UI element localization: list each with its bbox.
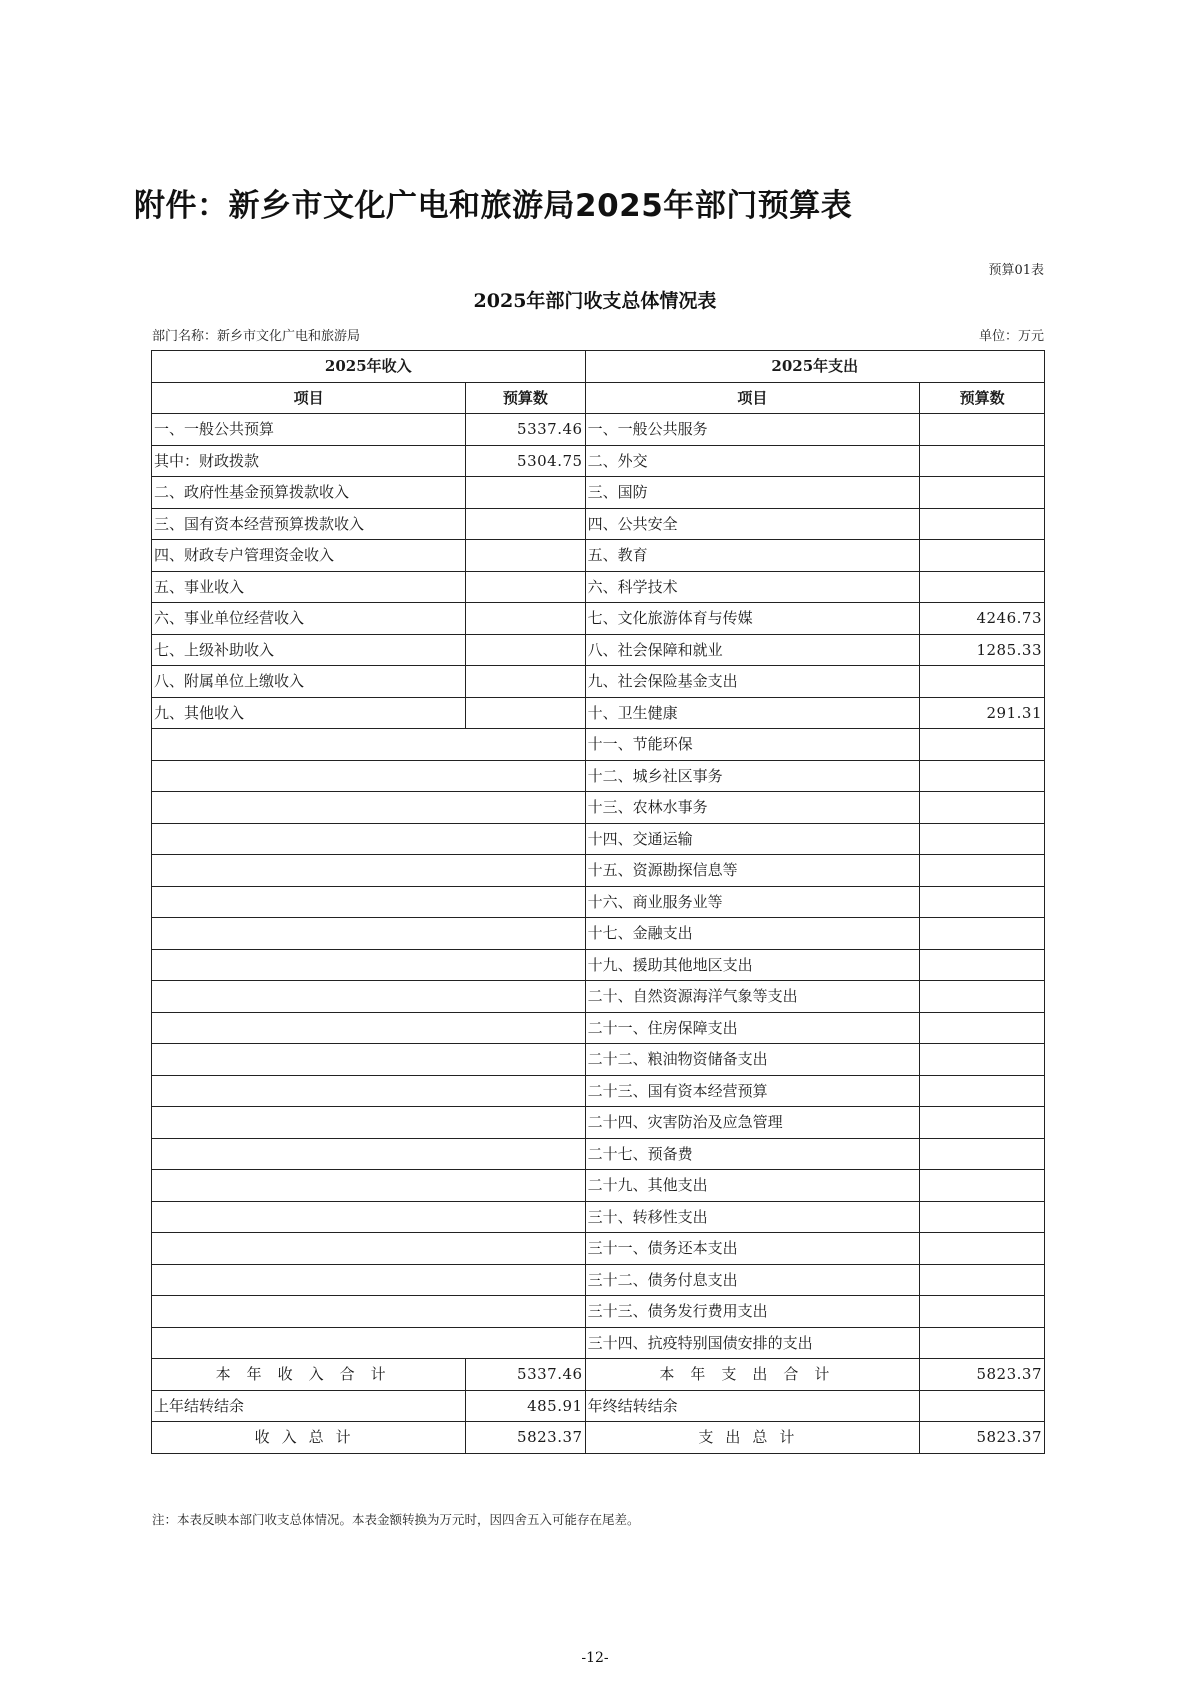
table-row [152, 760, 1045, 792]
income-empty-cell [152, 1044, 586, 1076]
table-row [152, 634, 1045, 666]
expense-amount [920, 445, 1045, 477]
income-amount: 5337.46 [466, 414, 585, 446]
income-item: 七、上级补助收入 [152, 634, 466, 666]
page-number: -12- [581, 1650, 609, 1666]
income-amount [466, 666, 585, 698]
expense-item: 五、教育 [585, 540, 920, 572]
table-row [152, 603, 1045, 635]
meta-row [152, 325, 1044, 344]
income-item: 其中：财政拨款 [152, 445, 466, 477]
income-empty-cell [152, 855, 586, 887]
income-item: 二、政府性基金预算拨款收入 [152, 477, 466, 509]
table-row [152, 445, 1045, 477]
income-group-header: 2025年收入 [152, 351, 586, 383]
expense-amount [920, 823, 1045, 855]
income-empty-cell [152, 949, 586, 981]
expense-amount [920, 1170, 1045, 1202]
income-item: 四、财政专户管理资金收入 [152, 540, 466, 572]
expense-amount [920, 1201, 1045, 1233]
table-row [152, 981, 1045, 1013]
expense-group-header: 2025年支出 [585, 351, 1044, 383]
expense-amount [920, 1296, 1045, 1328]
carry-over-row [152, 1390, 1045, 1422]
expense-item: 二十一、住房保障支出 [585, 1012, 920, 1044]
table-row [152, 540, 1045, 572]
expense-item: 十三、农林水事务 [585, 792, 920, 824]
expense-amount [920, 981, 1045, 1013]
expense-budget-header: 预算数 [920, 382, 1045, 414]
expense-item: 二、外交 [585, 445, 920, 477]
expense-item: 二十、自然资源海洋气象等支出 [585, 981, 920, 1013]
table-row [152, 1327, 1045, 1359]
expense-amount [920, 1264, 1045, 1296]
table-row [152, 1264, 1045, 1296]
table-row [152, 729, 1045, 761]
table-row [152, 886, 1045, 918]
table-title: 2025年部门收支总体情况表 [473, 290, 717, 312]
expense-item: 九、社会保险基金支出 [585, 666, 920, 698]
expense-item: 三十四、抗疫特别国债安排的支出 [585, 1327, 920, 1359]
table-row [152, 1138, 1045, 1170]
expense-item: 十四、交通运输 [585, 823, 920, 855]
income-empty-cell [152, 1264, 586, 1296]
income-empty-cell [152, 1170, 586, 1202]
expense-item: 二十二、粮油物资储备支出 [585, 1044, 920, 1076]
table-row [152, 1170, 1045, 1202]
expense-amount [920, 729, 1045, 761]
income-empty-cell [152, 792, 586, 824]
page-heading: 附件：新乡市文化广电和旅游局2025年部门预算表 [134, 188, 853, 224]
income-empty-cell [152, 886, 586, 918]
income-item: 五、事业收入 [152, 571, 466, 603]
grand-total-row [152, 1422, 1045, 1454]
expense-item: 十、卫生健康 [585, 697, 920, 729]
expense-amount [920, 792, 1045, 824]
income-amount [466, 508, 585, 540]
table-row [152, 949, 1045, 981]
income-amount [466, 540, 585, 572]
expense-item: 三、国防 [585, 477, 920, 509]
expense-item: 七、文化旅游体育与传媒 [585, 603, 920, 635]
expense-item: 十二、城乡社区事务 [585, 760, 920, 792]
expense-item: 一、一般公共服务 [585, 414, 920, 446]
income-amount [466, 603, 585, 635]
table-row [152, 697, 1045, 729]
expense-total-amount: 5823.37 [920, 1422, 1045, 1454]
department-name: 部门名称：新乡市文化广电和旅游局 [152, 329, 361, 344]
table-row [152, 414, 1045, 446]
expense-amount: 4246.73 [920, 603, 1045, 635]
table-row [152, 823, 1045, 855]
expense-amount [920, 477, 1045, 509]
column-header-row [152, 382, 1045, 414]
income-amount [466, 477, 585, 509]
table-row [152, 666, 1045, 698]
income-empty-cell [152, 1201, 586, 1233]
expense-amount [920, 508, 1045, 540]
expense-amount [920, 886, 1045, 918]
income-item: 一、一般公共预算 [152, 414, 466, 446]
expense-amount [920, 1107, 1045, 1139]
expense-item: 三十三、债务发行费用支出 [585, 1296, 920, 1328]
carry-out-amount [920, 1390, 1045, 1422]
table-row [152, 1233, 1045, 1265]
income-amount [466, 634, 585, 666]
expense-amount [920, 1138, 1045, 1170]
expense-item: 六、科学技术 [585, 571, 920, 603]
year-expense-amount: 5823.37 [920, 1359, 1045, 1391]
expense-amount: 1285.33 [920, 634, 1045, 666]
expense-amount [920, 1233, 1045, 1265]
expense-total-label: 支出总计 [585, 1422, 920, 1454]
income-empty-cell [152, 981, 586, 1013]
income-empty-cell [152, 1107, 586, 1139]
expense-amount [920, 1044, 1045, 1076]
table-row [152, 477, 1045, 509]
income-empty-cell [152, 1233, 586, 1265]
table-row [152, 1075, 1045, 1107]
income-total-amount: 5823.37 [466, 1422, 585, 1454]
expense-item: 二十四、灾害防治及应急管理 [585, 1107, 920, 1139]
income-item: 六、事业单位经营收入 [152, 603, 466, 635]
income-item: 九、其他收入 [152, 697, 466, 729]
income-empty-cell [152, 918, 586, 950]
income-empty-cell [152, 1296, 586, 1328]
carry-in-amount: 485.91 [466, 1390, 585, 1422]
expense-amount [920, 414, 1045, 446]
income-empty-cell [152, 1012, 586, 1044]
income-amount: 5304.75 [466, 445, 585, 477]
expense-item: 二十七、预备费 [585, 1138, 920, 1170]
expense-amount [920, 1075, 1045, 1107]
expense-item: 十五、资源勘探信息等 [585, 855, 920, 887]
expense-amount [920, 760, 1045, 792]
income-budget-header: 预算数 [466, 382, 585, 414]
expense-item: 十九、援助其他地区支出 [585, 949, 920, 981]
expense-amount [920, 855, 1045, 887]
table-row [152, 1201, 1045, 1233]
expense-amount [920, 571, 1045, 603]
year-income-label: 本年收入合计 [152, 1359, 466, 1391]
expense-item: 二十三、国有资本经营预算 [585, 1075, 920, 1107]
income-empty-cell [152, 1327, 586, 1359]
expense-amount [920, 540, 1045, 572]
expense-item: 十六、商业服务业等 [585, 886, 920, 918]
expense-amount [920, 949, 1045, 981]
table-code: 预算01表 [988, 263, 1044, 278]
expense-amount [920, 918, 1045, 950]
table-row [152, 792, 1045, 824]
expense-amount [920, 666, 1045, 698]
expense-item: 三十一、债务还本支出 [585, 1233, 920, 1265]
table-note: 注：本表反映本部门收支总体情况。本表金额转换为万元时，因四舍五入可能存在尾差。 [152, 1512, 640, 1527]
table-row [152, 918, 1045, 950]
table-row [152, 1012, 1045, 1044]
expense-item: 八、社会保障和就业 [585, 634, 920, 666]
expense-item: 二十九、其他支出 [585, 1170, 920, 1202]
expense-amount: 291.31 [920, 697, 1045, 729]
income-amount [466, 571, 585, 603]
table-row [152, 855, 1045, 887]
income-total-label: 收入总计 [152, 1422, 466, 1454]
expense-item: 三十二、债务付息支出 [585, 1264, 920, 1296]
income-item-header: 项目 [152, 382, 466, 414]
expense-item-header: 项目 [585, 382, 920, 414]
table-row [152, 1044, 1045, 1076]
income-empty-cell [152, 729, 586, 761]
income-empty-cell [152, 1138, 586, 1170]
expense-item: 十一、节能环保 [585, 729, 920, 761]
income-empty-cell [152, 760, 586, 792]
income-empty-cell [152, 1075, 586, 1107]
income-item: 八、附属单位上缴收入 [152, 666, 466, 698]
budget-table [151, 350, 1045, 1454]
table-row [152, 1296, 1045, 1328]
unit-label: 单位：万元 [978, 329, 1044, 344]
expense-item: 四、公共安全 [585, 508, 920, 540]
year-income-amount: 5337.46 [466, 1359, 585, 1391]
income-empty-cell [152, 823, 586, 855]
table-row [152, 571, 1045, 603]
carry-in-label: 上年结转结余 [152, 1390, 466, 1422]
table-row [152, 508, 1045, 540]
expense-item: 十七、金融支出 [585, 918, 920, 950]
income-amount [466, 697, 585, 729]
table-row [152, 1107, 1045, 1139]
income-item: 三、国有资本经营预算拨款收入 [152, 508, 466, 540]
expense-item: 三十、转移性支出 [585, 1201, 920, 1233]
carry-out-label: 年终结转结余 [585, 1390, 920, 1422]
year-total-row [152, 1359, 1045, 1391]
group-header-row [152, 351, 1045, 383]
table-body [152, 414, 1045, 1359]
year-expense-label: 本年支出合计 [585, 1359, 920, 1391]
expense-amount [920, 1327, 1045, 1359]
expense-amount [920, 1012, 1045, 1044]
